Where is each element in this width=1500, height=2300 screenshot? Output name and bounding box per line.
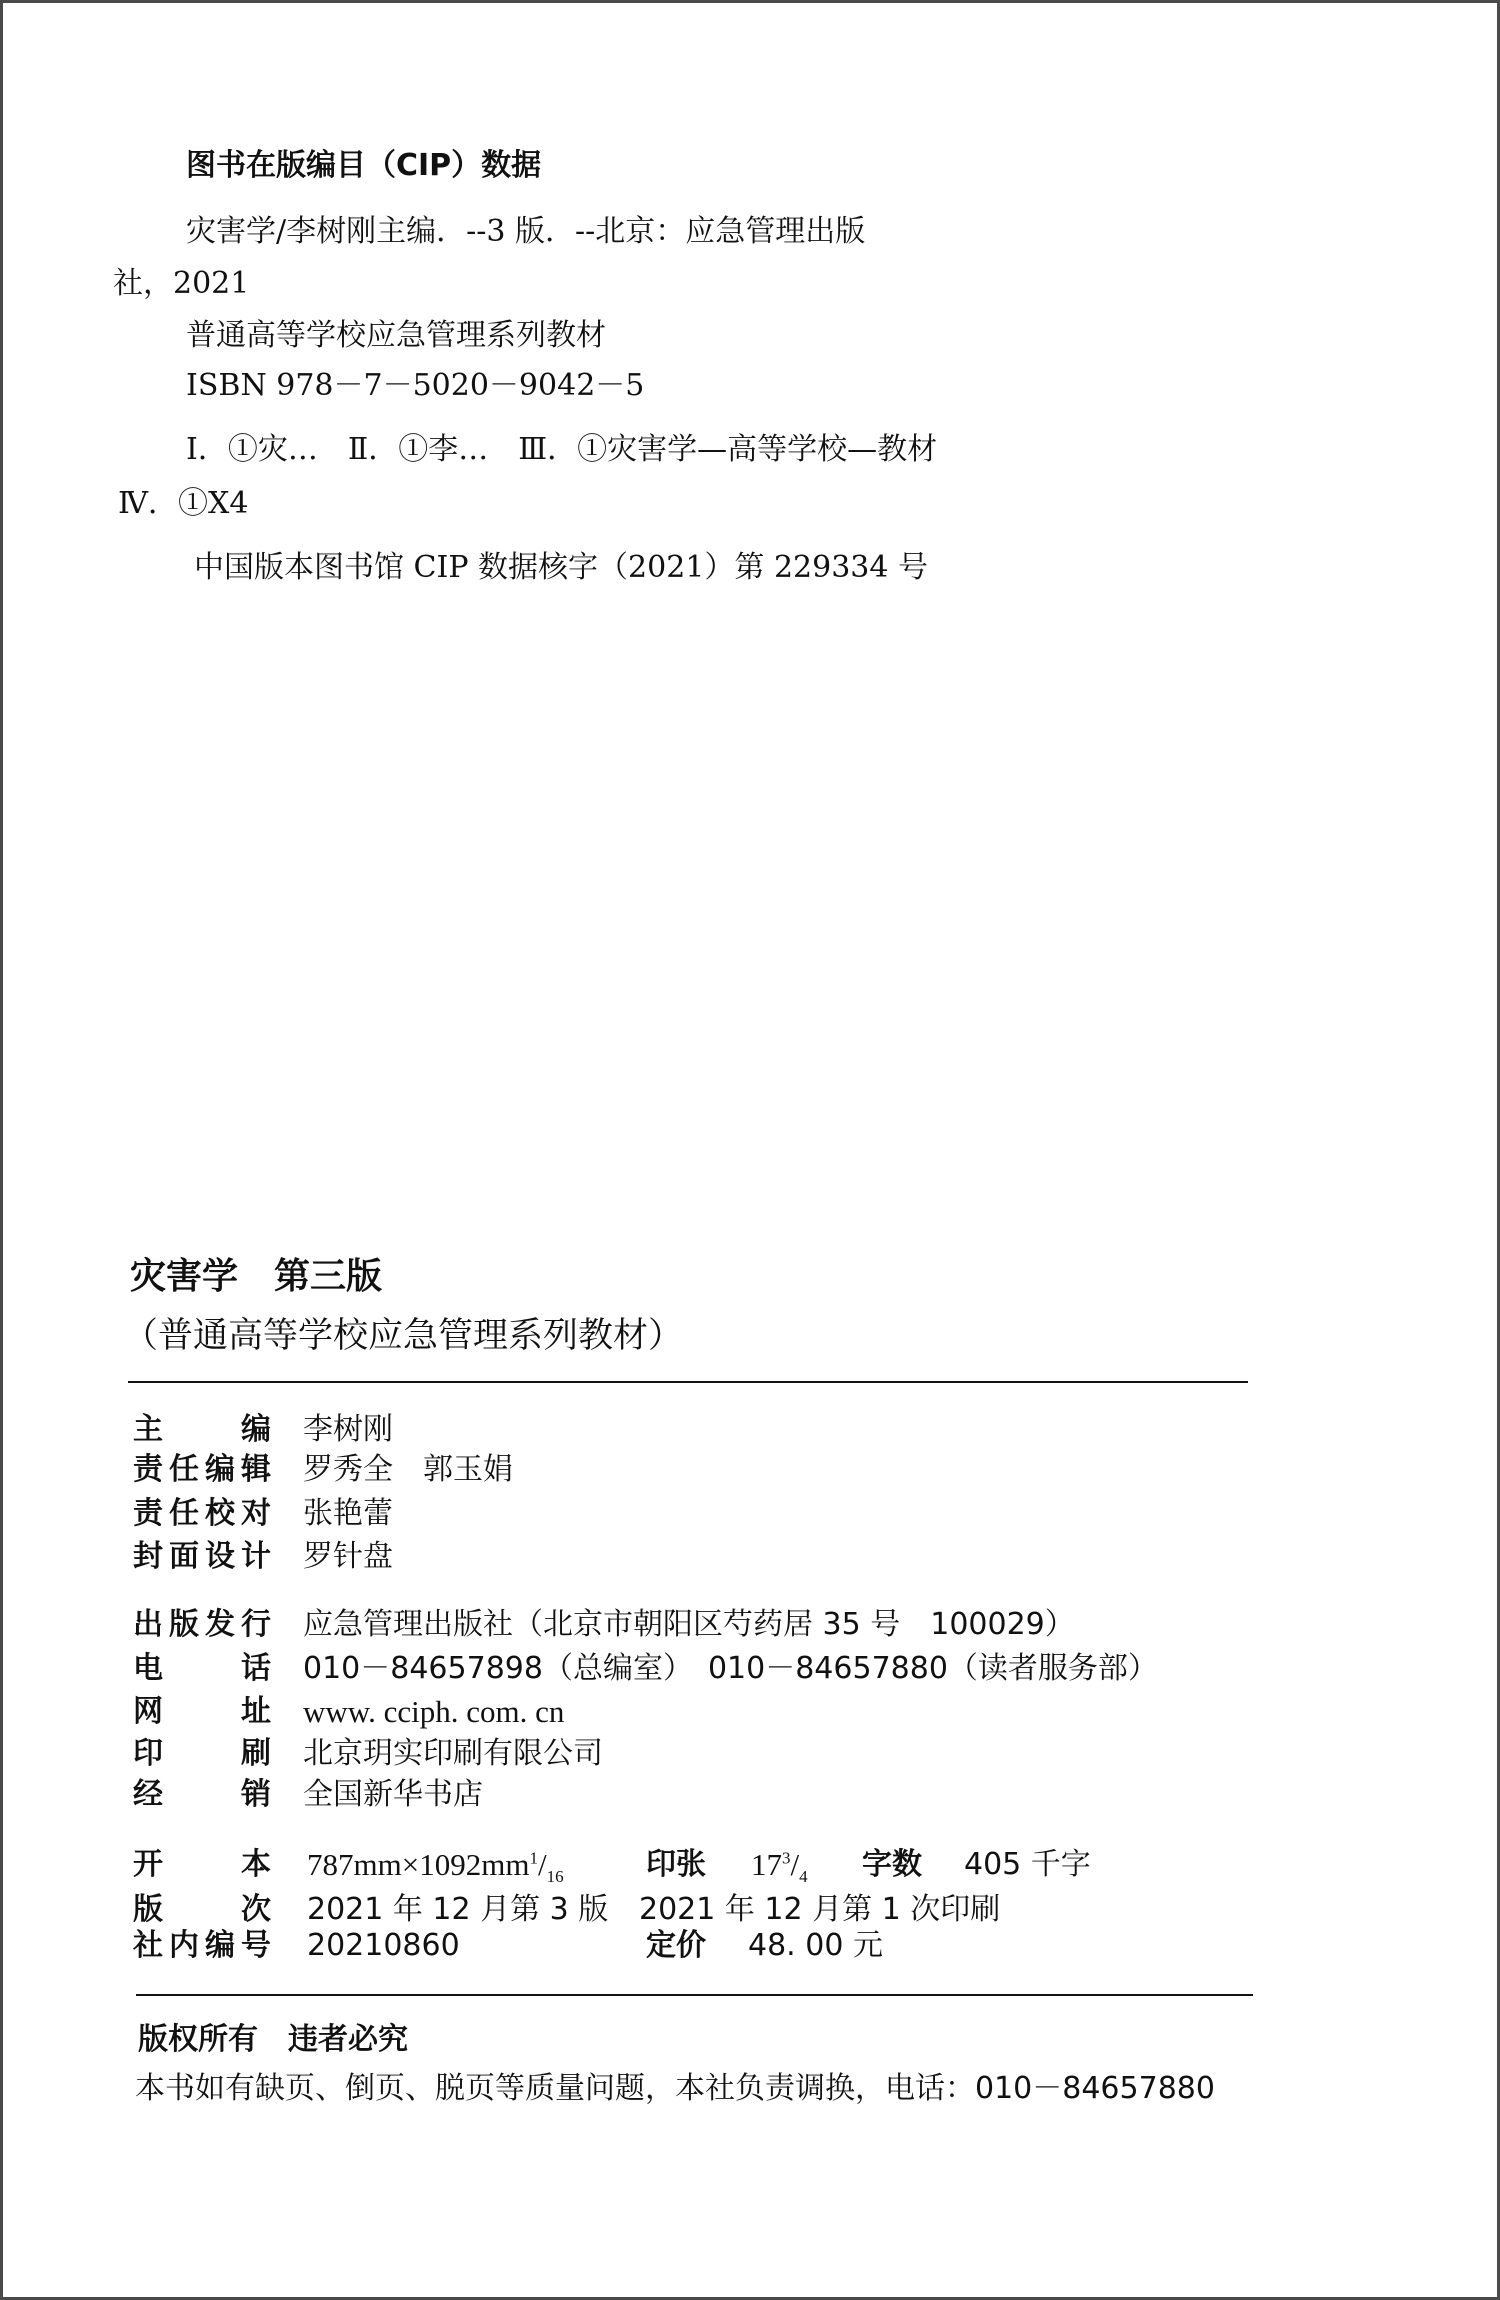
spec-sheets-value: $17^3/_4$ — [751, 1847, 808, 1887]
copyright-statement: 版权所有 违者必究 — [138, 2022, 408, 2057]
spec-sheets-label: 印张 — [646, 1847, 706, 1882]
divider-bottom — [136, 1994, 1253, 1996]
pub-value: 北京玥实印刷有限公司 — [303, 1736, 603, 1771]
credit-value: 罗针盘 — [303, 1539, 393, 1574]
credit-label: 责 任 编 辑 — [133, 1452, 271, 1487]
spec-internal-value: 20210860 — [307, 1928, 460, 1963]
pub-value: 应急管理出版社（北京市朝阳区芍药居 35 号 100029） — [303, 1607, 1075, 1642]
credit-label: 责 任 校 对 — [133, 1496, 271, 1531]
cip-classification: Ⅰ．①灾… Ⅱ．①李… Ⅲ．①灾害学—高等学校—教材 — [186, 432, 938, 467]
credit-value: 张艳蕾 — [303, 1496, 393, 1531]
spec-row-format — [133, 1847, 1233, 1887]
spec-label: 开 本 — [133, 1847, 271, 1882]
credit-label: 主 编 — [133, 1412, 271, 1447]
credit-value: 罗秀全 郭玉娟 — [303, 1452, 513, 1487]
book-title: 灾害学 第三版 — [130, 1256, 383, 1297]
pub-label: 电 话 — [133, 1651, 271, 1686]
spec-price-label: 定价 — [646, 1928, 706, 1963]
pub-website-link[interactable]: www. cciph. com. cn — [303, 1694, 565, 1729]
cip-verification-number: 中国版本图书馆 CIP 数据核字（2021）第 229334 号 — [194, 550, 929, 585]
cip-title: 图书在版编目（CIP）数据 — [186, 148, 542, 183]
spec-row-internal — [133, 1928, 1233, 1964]
book-series-subtitle: （普通高等学校应急管理系列教材） — [123, 1316, 684, 1356]
credit-value: 李树刚 — [303, 1412, 393, 1447]
spec-label: 社 内 编 号 — [133, 1928, 271, 1963]
pub-label: 出 版 发 行 — [133, 1607, 271, 1642]
pub-label: 网 址 — [133, 1694, 271, 1729]
pub-value: 全国新华书店 — [303, 1777, 483, 1812]
divider-top — [128, 1381, 1248, 1383]
pub-label: 经 销 — [133, 1777, 271, 1812]
spec-row-edition — [133, 1892, 1233, 1928]
spec-label: 版 次 — [133, 1892, 271, 1927]
spec-printing-value: 2021 年 12 月第 1 次印刷 — [639, 1892, 1001, 1927]
spec-format-value: $787mm\times 1092mm^1/_{16}$ — [307, 1847, 564, 1887]
cip-isbn: ISBN 978－7－5020－9042－5 — [186, 368, 645, 403]
pub-value: 010－84657898（总编室） 010－84657880（读者服务部） — [303, 1651, 1158, 1686]
spec-words-label: 字数 — [862, 1847, 922, 1882]
quality-notice: 本书如有缺页、倒页、脱页等质量问题，本社负责调换，电话：010－84657880 — [135, 2071, 1215, 2106]
cip-main-entry-continued: 社，2021 — [113, 266, 250, 301]
credit-label: 封 面 设 计 — [133, 1539, 271, 1574]
spec-edition-value: 2021 年 12 月第 3 版 — [307, 1892, 609, 1927]
spec-words-value: 405 千字 — [964, 1847, 1091, 1882]
pub-label: 印 刷 — [133, 1736, 271, 1771]
cip-classification-continued: Ⅳ．①X4 — [118, 486, 249, 521]
cip-main-entry: 灾害学/李树刚主编．--3 版．--北京：应急管理出版 — [186, 214, 866, 249]
spec-price-value: 48. 00 元 — [748, 1928, 883, 1963]
cip-series: 普通高等学校应急管理系列教材 — [186, 318, 606, 353]
